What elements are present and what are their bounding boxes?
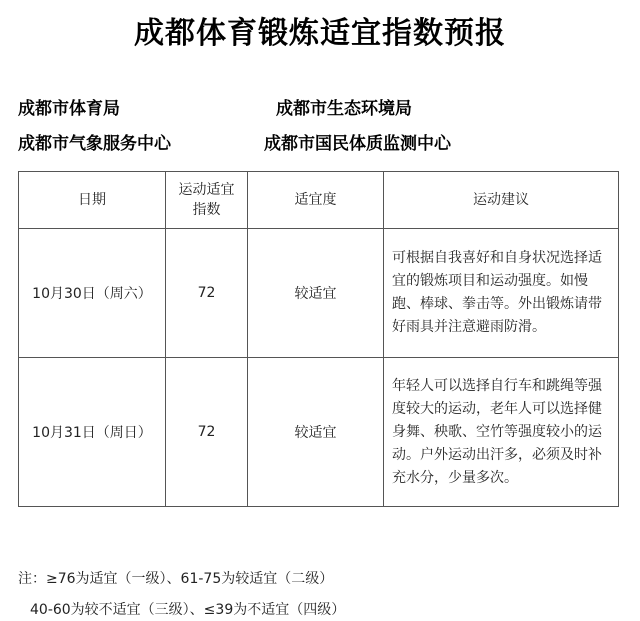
note-line-2: 40-60为较不适宜（三级）、≤39为不适宜（四级） xyxy=(30,602,346,618)
forecast-table xyxy=(18,171,619,507)
header-index xyxy=(166,172,248,229)
header-suitability: 适宜度 xyxy=(248,172,384,229)
table-row xyxy=(19,358,619,507)
org-weather-center: 成都市气象服务中心 xyxy=(18,134,171,154)
table-row xyxy=(19,229,619,358)
page-title: 成都体育锻炼适宜指数预报 xyxy=(134,16,506,51)
org-fitness-center: 成都市国民体质监测中心 xyxy=(264,134,451,154)
table-header-row xyxy=(19,172,619,229)
org-sports-bureau: 成都市体育局 xyxy=(18,99,120,119)
cell-date: 10月31日（周日） xyxy=(19,358,166,507)
header-index-line1: 运动适宜 xyxy=(178,182,235,198)
cell-advice: 年轻人可以选择自行车和跳绳等强度较大的运动，老年人可以选择健身舞、秧歌、空竹等强度较小的运动。户外运动出汗多，必须及时补充水分，少量多次。 xyxy=(384,358,619,507)
cell-advice: 可根据自我喜好和自身状况选择适宜的锻炼项目和运动强度。如慢跑、棒球、拳击等。外出锻炼请带好雨具并注意避雨防滑。 xyxy=(384,229,619,358)
org-ecology-bureau: 成都市生态环境局 xyxy=(276,99,412,119)
header-advice: 运动建议 xyxy=(384,172,619,229)
cell-suitability: 较适宜 xyxy=(248,358,384,507)
header-index-line2: 指数 xyxy=(192,202,221,218)
cell-index: 72 xyxy=(166,229,248,358)
cell-index: 72 xyxy=(166,358,248,507)
header-date: 日期 xyxy=(19,172,166,229)
cell-suitability: 较适宜 xyxy=(248,229,384,358)
note-line-1: 注：≥76为适宜（一级）、61-75为较适宜（二级） xyxy=(18,571,334,587)
cell-date: 10月30日（周六） xyxy=(19,229,166,358)
